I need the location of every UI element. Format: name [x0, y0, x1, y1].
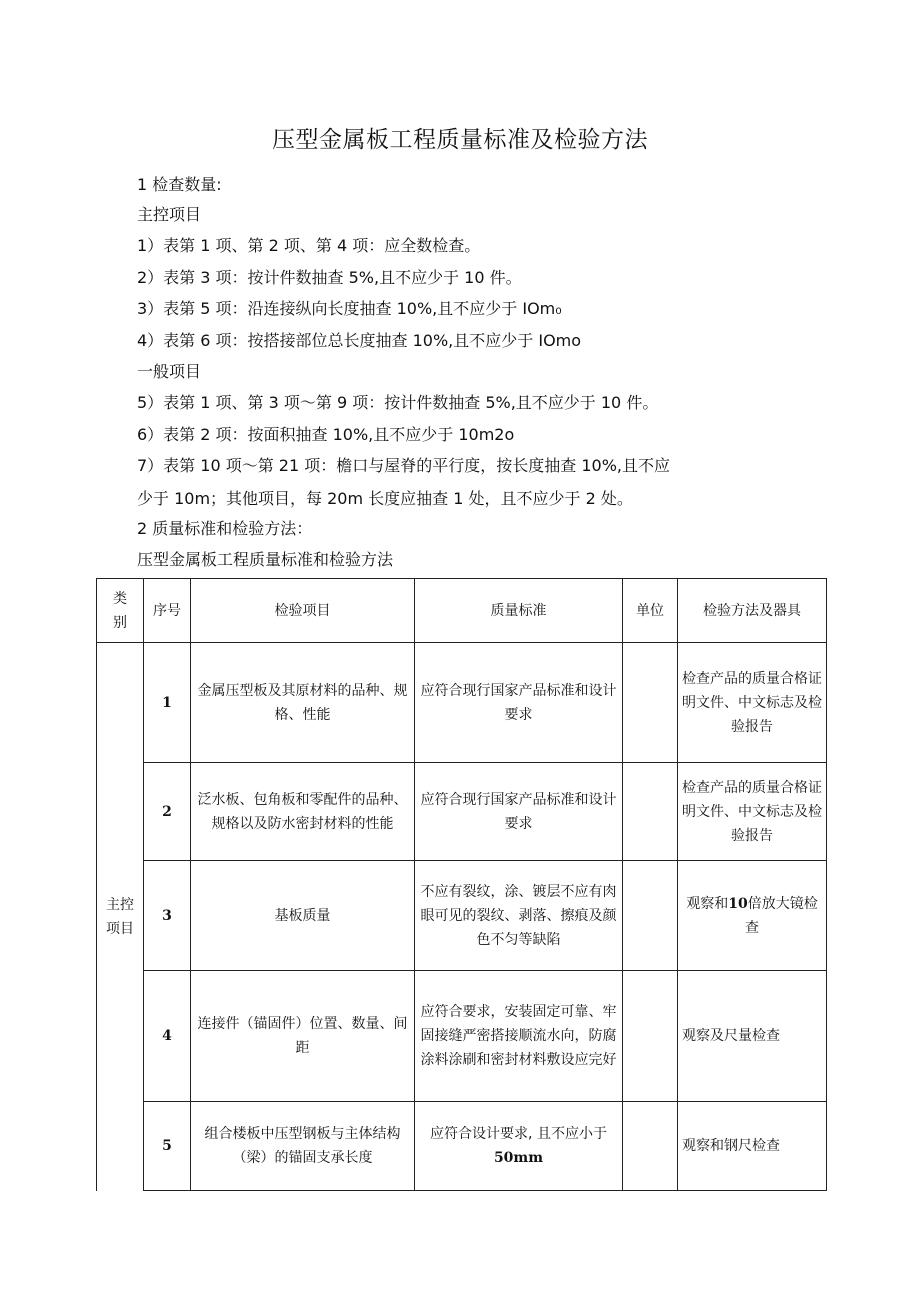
- paragraph: 1）表第 1 项、第 2 项、第 4 项：应全数检查。: [137, 236, 481, 255]
- paragraph: 5）表第 1 项、第 3 项～第 9 项：按计件数抽查 5%,且不应少于 10 件。: [137, 393, 659, 412]
- method-cell: 检查产品的质量合格证明文件、中文标志及检验报告: [678, 643, 827, 763]
- header-method: 检验方法及器具: [678, 579, 827, 643]
- standard-cell: 应符合现行国家产品标准和设计要求: [415, 763, 623, 861]
- method-cell: 检查产品的质量合格证明文件、中文标志及检验报告: [678, 763, 827, 861]
- paragraph: 4）表第 6 项：按搭接部位总长度抽查 10%,且不应少于 IOmo: [137, 331, 582, 350]
- paragraph: 一般项目: [137, 362, 202, 381]
- item-cell: 金属压型板及其原材料的品种、规格、性能: [191, 643, 415, 763]
- paragraph: 2 质量标准和检验方法：: [137, 519, 313, 538]
- page-title: 压型金属板工程质量标准及检验方法: [272, 127, 648, 153]
- unit-cell: [623, 763, 678, 861]
- min-length-value: 50mm: [493, 1150, 544, 1166]
- seq-cell: 4: [144, 971, 191, 1102]
- unit-cell: [623, 643, 678, 763]
- paragraph: 少于 10m；其他项目，每 20m 长度应抽查 1 处，且不应少于 2 处。: [137, 489, 633, 508]
- paragraph: 1 检查数量:: [137, 175, 222, 194]
- method-text: 倍放大镜检查: [745, 895, 818, 936]
- unit-cell: [623, 971, 678, 1102]
- seq-cell: 5: [144, 1102, 191, 1191]
- unit-cell: [623, 861, 678, 971]
- table-caption: 压型金属板工程质量标准和检验方法: [137, 550, 394, 569]
- table-row: [97, 971, 827, 1102]
- paragraph: 7）表第 10 项～第 21 项：檐口与屋脊的平行度，按长度抽查 10%,且不应: [137, 456, 670, 475]
- header-category: 类 别: [97, 579, 144, 643]
- table-header-row: [97, 579, 827, 643]
- table-row: [97, 763, 827, 861]
- standard-cell: 应符合要求，安装固定可靠、牢固接缝严密搭接顺流水向，防腐涂料涂刷和密封材料敷设应完好: [415, 971, 623, 1102]
- item-cell: 泛水板、包角板和零配件的品种、规格以及防水密封材料的性能: [191, 763, 415, 861]
- standard-cell: [415, 1102, 623, 1191]
- header-item: 检验项目: [191, 579, 415, 643]
- paragraph: 主控项目: [137, 205, 202, 224]
- method-cell: 观察及尺量检查: [678, 971, 827, 1102]
- method-cell: 观察和钢尺检查: [678, 1102, 827, 1191]
- item-cell: 基板质量: [191, 861, 415, 971]
- method-cell: [678, 861, 827, 971]
- table-row: [97, 1102, 827, 1191]
- unit-cell: [623, 1102, 678, 1191]
- quality-standard-table: [96, 578, 827, 1191]
- seq-cell: 1: [144, 643, 191, 763]
- table-row: [97, 643, 827, 763]
- method-text: 观察和: [686, 895, 729, 912]
- seq-cell: 2: [144, 763, 191, 861]
- table-row: [97, 861, 827, 971]
- magnification-value: 10: [728, 895, 748, 912]
- standard-text: 应符合设计要求, 且不应小于: [430, 1126, 607, 1142]
- paragraph: 3）表第 5 项：沿连接纵向长度抽查 10%,且不应少于 IOm₀: [137, 299, 562, 318]
- paragraph: 6）表第 2 项：按面积抽查 10%,且不应少于 10m2o: [137, 425, 515, 444]
- item-cell: 连接件（锚固件）位置、数量、间距: [191, 971, 415, 1102]
- standard-cell: 应符合现行国家产品标准和设计要求: [415, 643, 623, 763]
- header-seq: 序号: [144, 579, 191, 643]
- header-standard: 质量标准: [415, 579, 623, 643]
- category-cell: 主控 项目: [97, 643, 144, 1191]
- header-unit: 单位: [623, 579, 678, 643]
- paragraph: 2）表第 3 项：按计件数抽查 5%,且不应少于 10 件。: [137, 268, 522, 287]
- item-cell: 组合楼板中压型钢板与主体结构（梁）的锚固支承长度: [191, 1102, 415, 1191]
- standard-cell: 不应有裂纹，涂、镀层不应有肉眼可见的裂纹、剥落、擦痕及颜色不匀等缺陷: [415, 861, 623, 971]
- seq-cell: 3: [144, 861, 191, 971]
